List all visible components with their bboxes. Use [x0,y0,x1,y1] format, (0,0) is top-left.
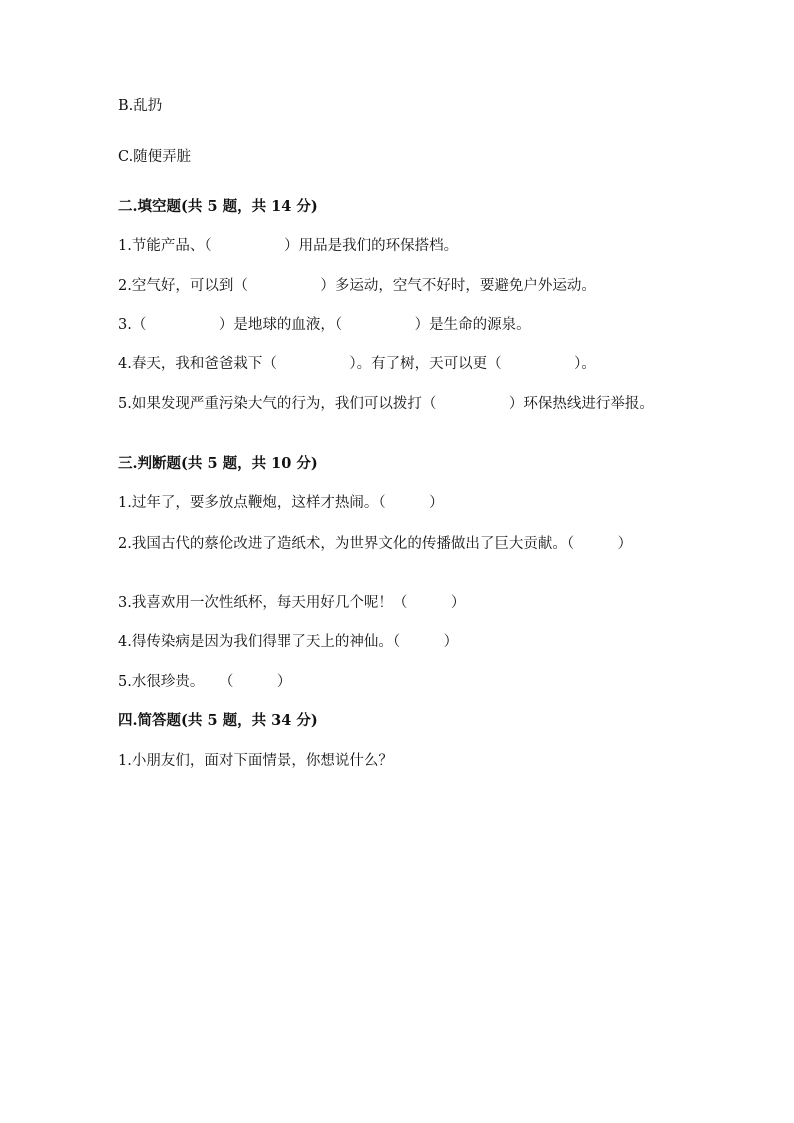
true-false-question-3: 3.我喜欢用一次性纸杯，每天用好几个呢！（ ） [118,595,466,611]
true-false-question-1: 1.过年了，要多放点鞭炮，这样才热闹。（ ） [118,495,444,511]
fill-blank-question-5: 5.如果发现严重污染大气的行为，我们可以拨打（ ）环保热线进行举报。 [118,396,654,412]
true-false-question-2: 2.我国古代的蔡伦改进了造纸术，为世界文化的传播做出了巨大贡献。（ ） [118,536,633,552]
option-b: B.乱扔 [118,98,163,114]
short-answer-question-1: 1.小朋友们，面对下面情景，你想说什么？ [118,753,393,769]
true-false-question-5: 5.水很珍贵。 （ ） [118,674,292,690]
section-title-fill-blank: 二.填空题(共 5 题，共 14 分) [118,198,318,215]
option-c: C.随便弄脏 [118,149,192,165]
fill-blank-question-2: 2.空气好，可以到（ ）多运动，空气不好时，要避免户外运动。 [118,278,596,294]
fill-blank-question-3: 3.（ ）是地球的血液，（ ）是生命的源泉。 [118,317,531,333]
fill-blank-question-4: 4.春天，我和爸爸栽下（ ）。有了树，天可以更（ ）。 [118,356,596,372]
true-false-question-4: 4.得传染病是因为我们得罪了天上的神仙。（ ） [118,634,459,650]
fill-blank-question-1: 1.节能产品、（ ）用品是我们的环保搭档。 [118,238,459,254]
section-title-short-answer: 四.简答题(共 5 题，共 34 分) [118,712,318,729]
section-title-true-false: 三.判断题(共 5 题，共 10 分) [118,455,318,472]
